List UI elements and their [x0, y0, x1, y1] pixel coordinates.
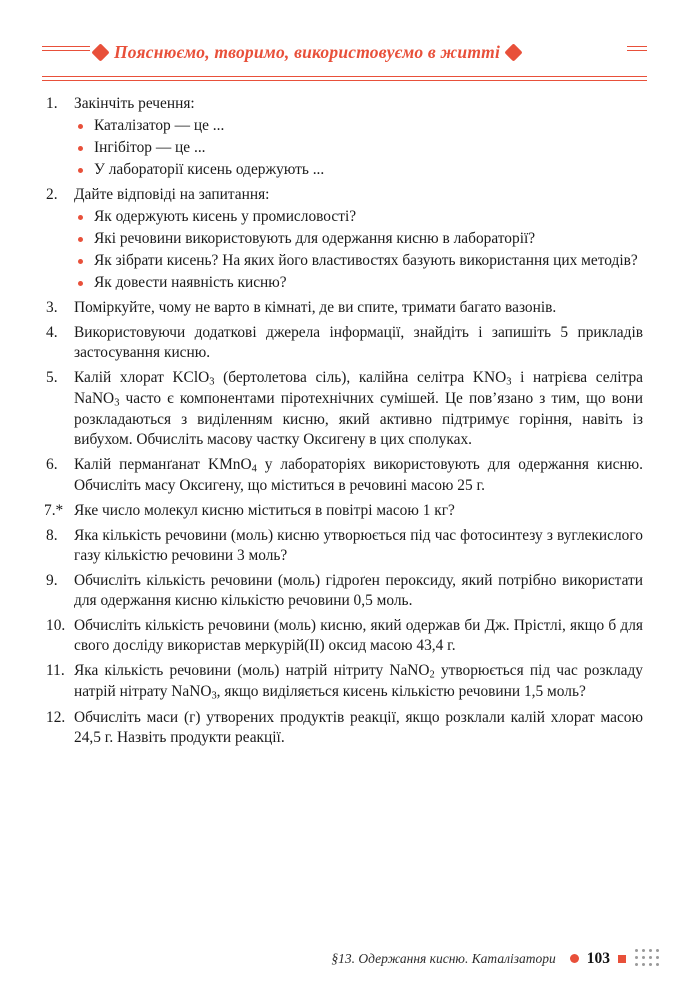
- exercise-number: 6.: [46, 456, 58, 474]
- exercise-item: [44, 708, 643, 748]
- exercise-item: [44, 298, 643, 318]
- list-item: Інгібітор — це ...: [74, 138, 643, 158]
- exercise-text: Обчисліть кількість речовини (моль) гідроґен пероксиду, який потрібно використати для одержання кисню кількістю речовини 0,5 моль.: [74, 572, 643, 610]
- banner-rule-4: [42, 80, 647, 81]
- section-banner: [42, 40, 647, 84]
- exercise-number: 10.: [46, 617, 66, 635]
- list-item: У лабораторії кисень одержують ...: [74, 160, 643, 180]
- exercise-bullets: [74, 116, 643, 180]
- exercise-item: [44, 571, 643, 611]
- list-item: Як зібрати кисень? На яких його властивостях базують використання цих методів?: [74, 251, 643, 271]
- banner-title-wrap: [90, 42, 627, 63]
- exercise-item: [44, 526, 643, 566]
- list-item: Каталізатор — це ...: [74, 116, 643, 136]
- exercise-number: 3.: [46, 299, 58, 317]
- square-marker-icon: [618, 955, 626, 963]
- exercise-item: [44, 368, 643, 450]
- exercise-list: [44, 94, 643, 748]
- footer-section-title: §13. Одержання кисню. Каталізатори: [331, 950, 556, 966]
- exercise-text: Закінчіть речення:: [74, 95, 195, 112]
- banner-rule-3: [42, 76, 647, 77]
- exercise-bullets: [74, 207, 643, 293]
- exercise-body: [74, 185, 643, 293]
- exercise-number: 9.: [46, 572, 58, 589]
- list-item: Як одержують кисень у промисловості?: [74, 207, 643, 227]
- exercise-text: Яка кількість речовини (моль) кисню утворюється під час фотосинтезу з вуглекислого газу кількістю речовини 3 моль?: [74, 526, 643, 564]
- circle-marker-icon: [570, 954, 579, 963]
- exercise-number: 2.: [46, 186, 58, 204]
- exercise-body: [74, 94, 643, 180]
- exercise-text: Калій перманґанат KMnO$_4$ у лабораторіях використовують для одержання кисню. Обчисліть масу Оксигену, що міститься в речовині масою 25 г.: [74, 456, 643, 494]
- exercise-number: 8.: [46, 526, 58, 544]
- exercise-number: 11.: [46, 662, 65, 680]
- dot-grid-icon: [635, 949, 661, 968]
- footer-inner: [331, 949, 661, 968]
- exercise-text: Поміркуйте, чому не варто в кімнаті, де ви спите, тримати багато вазонів.: [74, 299, 557, 317]
- diamond-icon-right: [504, 43, 522, 61]
- exercise-text: Обчисліть маси (г) утворених продуктів реакції, якщо розклали калій хлорат масою 24,5 г. Назвіть продукти реакції.: [74, 708, 643, 746]
- exercise-item: [44, 185, 643, 293]
- exercise-text: Використовуючи додаткові джерела інформації, знайдіть і запишіть 5 прикладів застосування кисню.: [74, 324, 643, 362]
- exercise-text: Яке число молекул кисню міститься в повітрі масою 1 кг?: [74, 501, 455, 519]
- page-footer: [0, 942, 695, 968]
- exercise-item: [44, 661, 643, 703]
- exercise-text: Яка кількість речовини (моль) натрій нітриту NaNO$_2$ утворюється під час розкладу натрій нітрату NaNO$_3$, якщо виділяється кисень кількістю речовини 1,5 моль?: [74, 662, 643, 702]
- exercise-number: 5.: [46, 369, 58, 387]
- exercise-item: [44, 94, 643, 180]
- page-number: 103: [586, 949, 610, 967]
- list-item: Як довести наявність кисню?: [74, 273, 643, 293]
- exercise-text: Дайте відповіді на запитання:: [74, 186, 270, 204]
- exercise-item: [44, 501, 643, 521]
- exercise-number: 12.: [46, 708, 66, 726]
- exercise-item: [44, 323, 643, 363]
- exercise-text: Калій хлорат KClO$_3$ (бертолетова сіль), калійна селітра $KNO_3$ і натрієва селітра NaNO$_3$ часто є компонентами піротехнічних сумішей. Це пов’язано з тим, що вони розкладаються з виділенням кисню, який активно підтримує горіння, навіть із вибухом. Обчисліть масову частку Оксигену в цих сполуках.: [74, 369, 644, 449]
- exercise-number: 1.: [46, 95, 58, 112]
- list-item: Які речовини використовують для одержання кисню в лабораторії?: [74, 229, 643, 249]
- exercise-number: 4.: [46, 324, 58, 342]
- diamond-icon-left: [91, 43, 109, 61]
- section-title: Пояснюємо, творимо, використовуємо в житті: [114, 42, 500, 62]
- exercise-item: [44, 455, 643, 496]
- exercise-item: [44, 616, 643, 656]
- exercise-text: Обчисліть кількість речовини (моль) кисню, який одержав би Дж. Прістлі, якщо б для свого досліду використав меркурій(II) оксид масою 43,4 г.: [74, 617, 643, 655]
- exercise-number: 7.*: [44, 501, 64, 519]
